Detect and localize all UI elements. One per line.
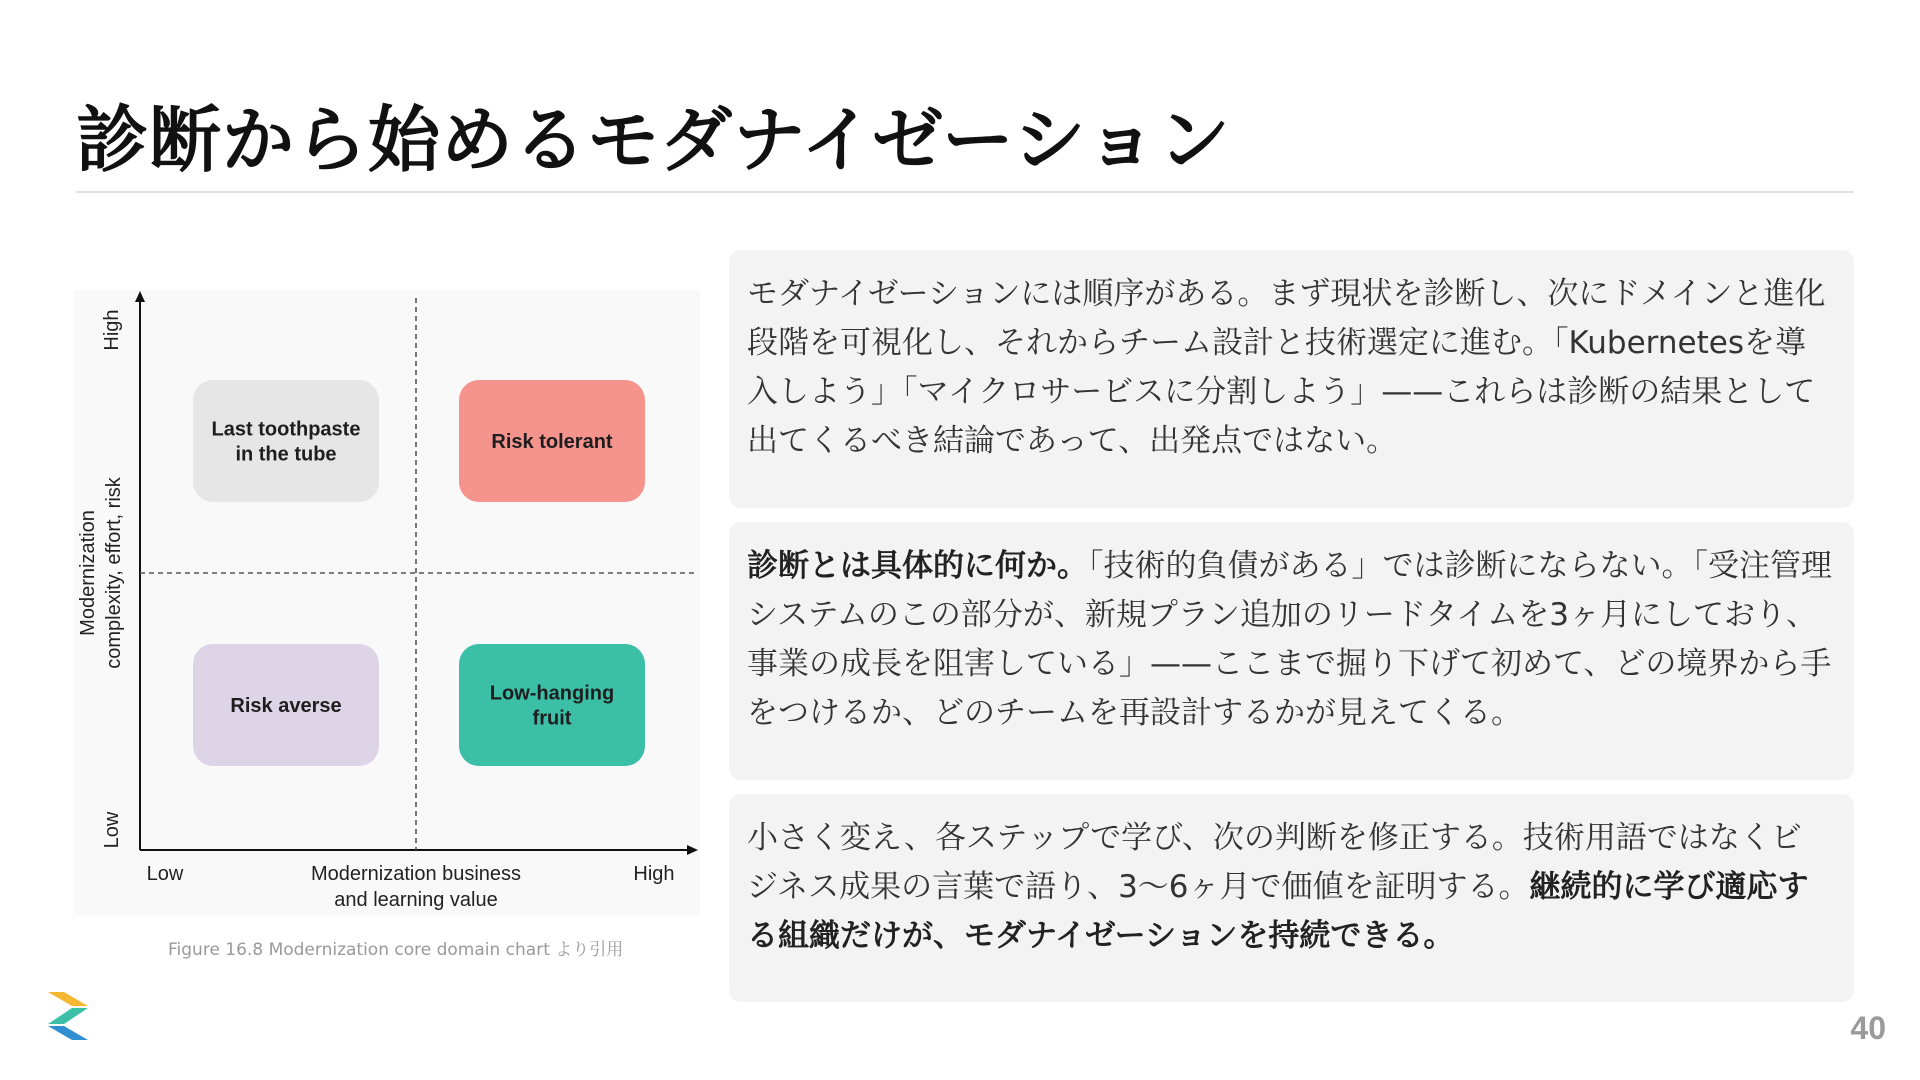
- card-3-segment-2: 継続的に学び適応する組織だけが、モダナイゼーションを持続できる。: [747, 869, 1809, 954]
- text-card-2: [729, 522, 1854, 780]
- title-divider: [76, 191, 1854, 193]
- y-axis-low-label: Low: [101, 811, 123, 849]
- quadrant-box-low-hanging-fruit: [459, 644, 645, 766]
- x-axis-arrow: [687, 845, 698, 855]
- x-axis-title-line-2: and learning value: [334, 889, 498, 911]
- quadrant-label-last-toothpaste: Last toothpaste: [211, 418, 361, 441]
- slide-title: 診断から始めるモダナイゼーション: [76, 98, 1232, 182]
- y-axis-title-line-1: Modernization: [77, 510, 99, 636]
- card-3-text: [747, 814, 1832, 961]
- quadrant-label-last-toothpaste: in the tube: [235, 443, 337, 466]
- quadrant-label-low-hanging-fruit: fruit: [532, 707, 572, 730]
- x-axis-title-line-1: Modernization business: [310, 863, 522, 885]
- card-2-segment-2: 「技術的負債がある」では診断にならない。「受注管理システムのこの部分が、新規プラン追加のリードタイムを3ヶ月にしており、事業の成長を阻害している」——ここまで掘り下げて初めて、どの境界から手をつけるか、どのチームを再設計するかが見えてくる。: [747, 548, 1832, 731]
- quadrant-label-risk-averse: Risk averse: [230, 695, 342, 717]
- quadrant-chart-svg: [74, 290, 700, 915]
- quadrant-label-low-hanging-fruit: Low-hanging: [489, 682, 615, 705]
- card-2-segment-1: 診断とは具体的に何か。: [747, 548, 1088, 584]
- x-axis-high-label: High: [633, 863, 675, 885]
- text-card-3: [729, 794, 1854, 1002]
- quadrant-box-last-toothpaste: [193, 380, 379, 502]
- x-axis-low-label: Low: [146, 863, 184, 885]
- y-axis-arrow: [135, 291, 145, 302]
- page-number: 40: [1850, 1010, 1886, 1046]
- y-axis-title-line-2: complexity, effort, risk: [103, 477, 125, 669]
- figure-caption: Figure 16.8 Modernization core domain chart より引用: [168, 940, 624, 960]
- brand-logo-icon: [46, 990, 90, 1042]
- quadrant-chart: [74, 290, 700, 915]
- card-1-segment-1: モダナイゼーションには順序がある。まず現状を診断し、次にドメインと進化段階を可視化し、それからチーム設計と技術選定に進む。「Kubernetesを導入しよう」「マイクロサービスに分割しよう」——これらは診断の結果として出てくるべき結論であって、出発点ではない。: [747, 276, 1826, 459]
- quadrant-label-risk-tolerant: Risk tolerant: [491, 431, 613, 453]
- card-2-text: [747, 542, 1832, 738]
- card-3-segment-1: 小さく変え、各ステップで学び、次の判断を修正する。技術用語ではなくビジネス成果の言葉で語り、3〜6ヶ月で価値を証明する。: [747, 820, 1802, 905]
- card-1-text: [747, 270, 1832, 466]
- y-axis-high-label: High: [101, 309, 123, 351]
- text-card-1: [729, 250, 1854, 508]
